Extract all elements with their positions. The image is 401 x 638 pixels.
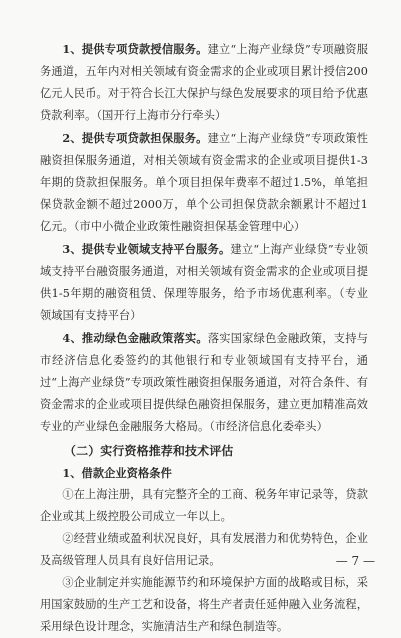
condition-1: ①在上海注册，具有完整齐全的工商、税务年审记录等，贷款企业或其上级控股公司成立一年以上。	[40, 488, 368, 523]
paragraph-1-text: 建立“上海产业绿贷”专项融资服务通道，五年内对相关领域有资金需求的企业或项目累计授信200亿元人民币。对于符合长江大保护与绿色发展要求的项目给予优惠贷款利率。（国开行上海市分行牵头）	[40, 43, 368, 122]
paragraph-3	[40, 238, 368, 327]
paragraph-3-text: 建立“上海产业绿贷”专业领域支持平台融资服务通道，对相关领域有资金需求的企业或项目提供1-5年期的融资租赁、保理等服务，给予市场优惠利率。（专业领域国有支持平台）	[40, 243, 368, 322]
document-body	[40, 38, 368, 638]
paragraph-2-heading: 2、提供专项贷款担保服务。	[62, 131, 208, 145]
paragraph-2-text: 建立“上海产业绿贷”专项政策性融资担保服务通道，对相关领域有资金需求的企业或项目提供1-3年期的贷款担保服务。单个项目担保年费率不超过1.5%，单笔担保贷款金额不超过2000万，单个公司担保贷款余额累计不超过1亿元。（市中小微企业政策性融资担保基金管理中心）	[40, 132, 368, 233]
paragraph-2	[40, 127, 368, 238]
paragraph-1-heading: 1、提供专项贷款授信服务。	[62, 42, 208, 56]
condition-3: ③企业制定并实施能源节约和环境保护方面的战略或目标，采用国家鼓励的生产工艺和设备，将生产者责任延伸融入业务流程，采用绿色设计理念，实施清洁生产和绿色制造等。	[40, 576, 368, 633]
paragraph-4	[40, 327, 368, 438]
paragraph-4-text: 落实国家绿色金融政策，支持与市经济信息化委签约的其他银行和专业领域国有支持平台，通过“上海产业绿贷”专项政策性融资担保服务通道，对符合条件、有资金需求的企业或项目提供绿色融资担保服务，建立更加精准高效专业的产业绿色金融服务大格局。（市经济信息化委牵头）	[40, 332, 368, 433]
condition-2: ②经营业绩或盈利状况良好，具有发展潜力和优势特色，企业及高级管理人员具有良好信用记录。	[40, 532, 368, 567]
subsection-heading: 1、借款企业资格条件	[62, 466, 172, 480]
paragraph-3-heading: 3、提供专业领域支持平台服务。	[62, 242, 231, 256]
paragraph-4-heading: 4、推动绿色金融政策落实。	[62, 331, 208, 345]
page-number: — 7 —	[335, 554, 375, 568]
section-heading: （二）实行资格推荐和技术评估	[64, 444, 234, 458]
paragraph-1	[40, 38, 368, 127]
